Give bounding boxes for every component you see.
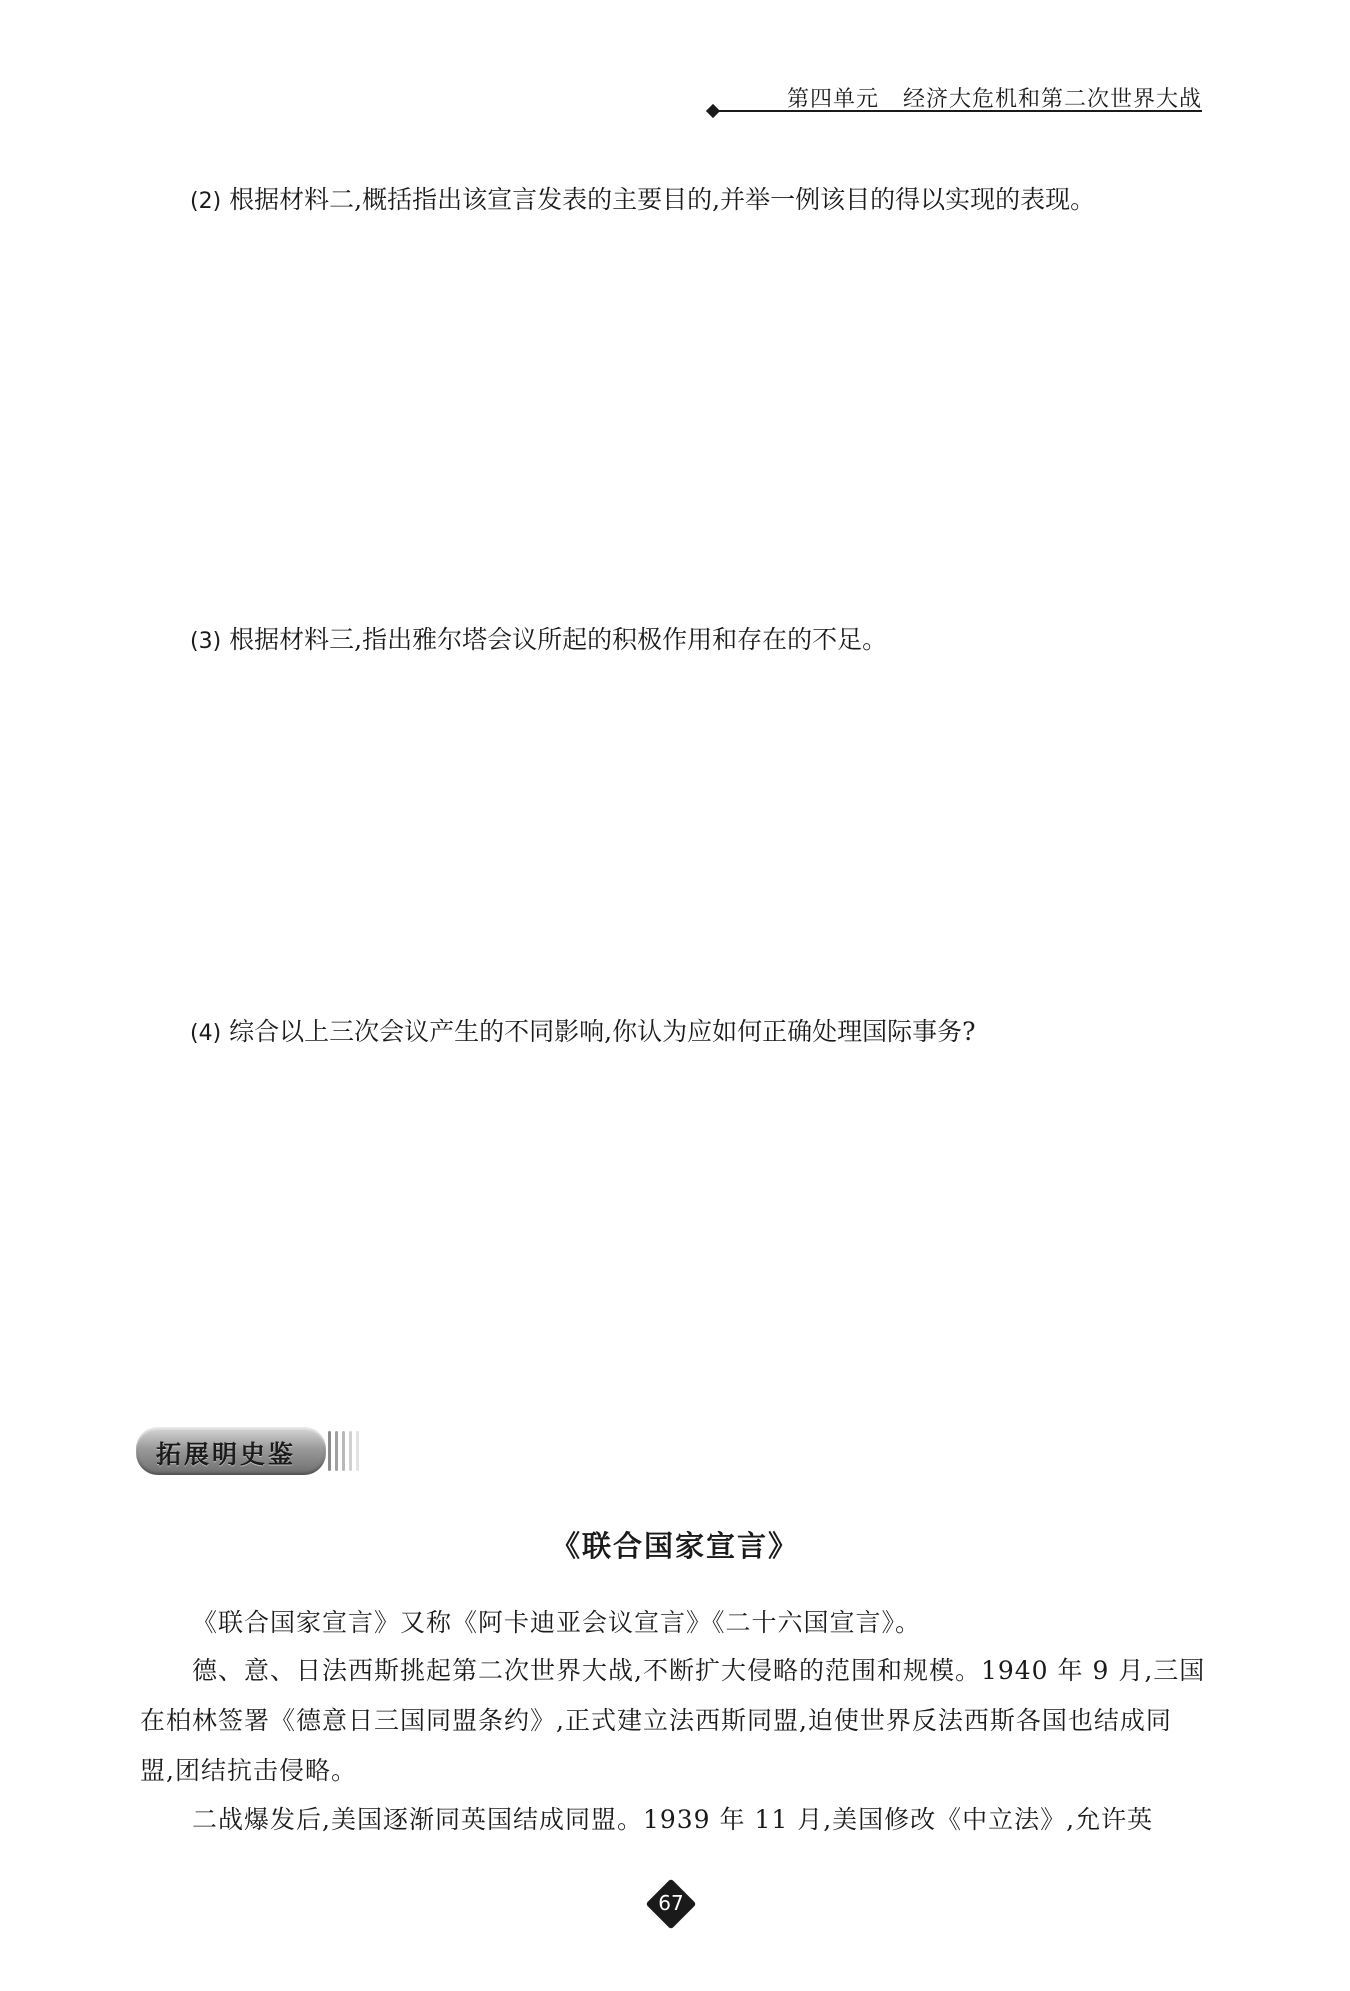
article-paragraph: 《联合国家宣言》又称《阿卡迪亚会议宣言》《二十六国宣言》。 <box>192 1608 922 1637</box>
article-title: 《联合国家宣言》 <box>550 1529 799 1563</box>
article-paragraph: 德、意、日法西斯挑起第二次世界大战,不断扩大侵略的范围和规模。1940 年 9 月,三国在柏林签署《德意日三国同盟条约》,正式建立法西斯同盟,迫使世界反法西斯各国也结成同盟,团结抗击侵略。 <box>140 1656 1206 1785</box>
question-number: (4) <box>190 1021 222 1046</box>
question-number: (2) <box>190 189 222 214</box>
page-number-badge <box>645 1878 697 1930</box>
banner-stripes-decoration <box>326 1431 360 1471</box>
section-banner <box>136 1427 360 1477</box>
question-2 <box>136 175 1204 227</box>
article-paragraph: 二战爆发后,美国逐渐同英国结成同盟。1939 年 11 月,美国修改《中立法》,允许英 <box>192 1805 1154 1834</box>
header-title: 经济大危机和第二次世界大战 <box>902 87 1202 112</box>
section-banner-label: 拓展明史鉴 <box>156 1440 297 1469</box>
question-3 <box>136 615 1204 667</box>
question-number: (3) <box>190 629 222 654</box>
question-text: 根据材料二,概括指出该宣言发表的主要目的,并举一例该目的得以实现的表现。 <box>229 185 1096 214</box>
question-text: 综合以上三次会议产生的不同影响,你认为应如何正确处理国际事务? <box>229 1017 976 1046</box>
header-text <box>787 82 1202 113</box>
running-header <box>704 80 1204 120</box>
page-number: 67 <box>658 1891 684 1915</box>
question-text: 根据材料三,指出雅尔塔会议所起的积极作用和存在的不足。 <box>229 625 888 654</box>
question-4 <box>136 1007 1204 1059</box>
header-unit: 第四单元 <box>786 87 879 112</box>
